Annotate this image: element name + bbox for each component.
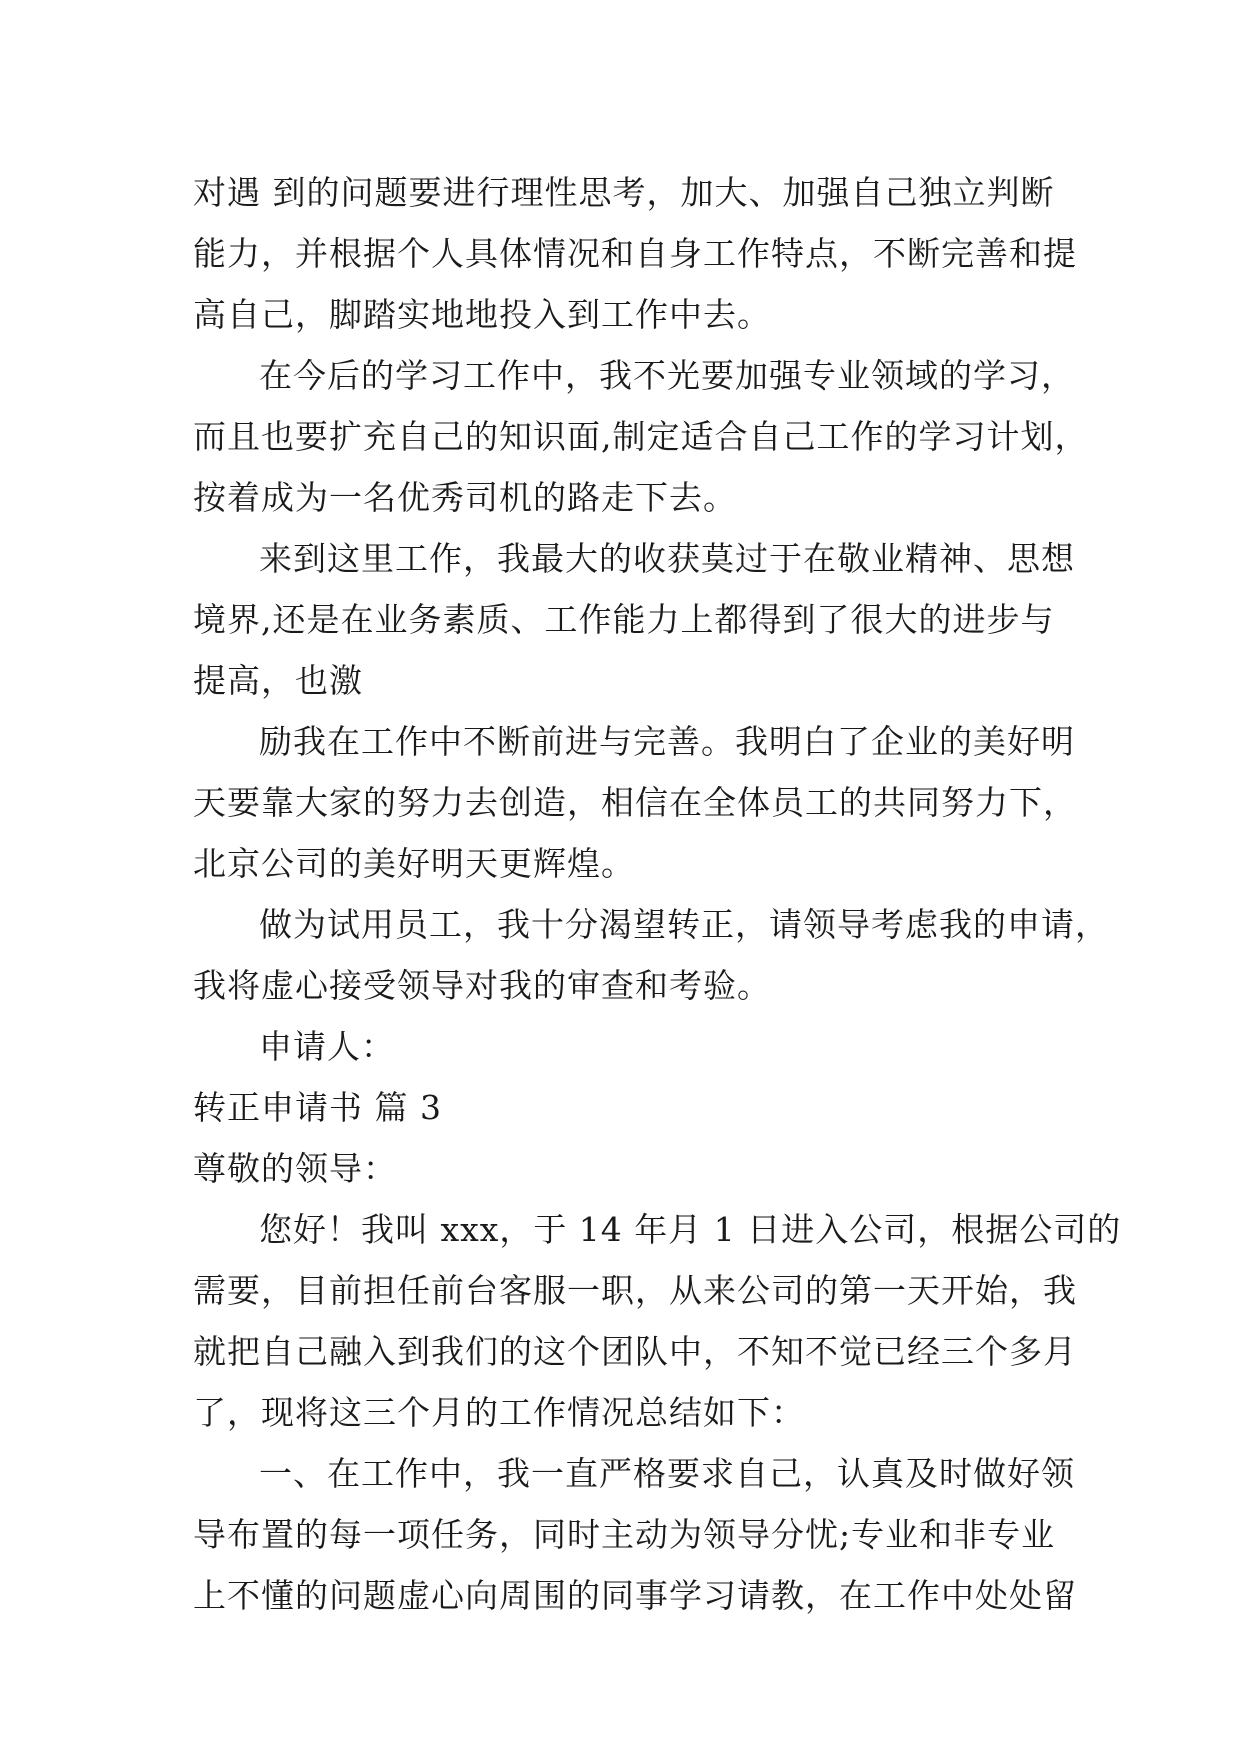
text-line: 励我在工作中不断前进与完善。我明白了企业的美好明 bbox=[259, 722, 1075, 761]
text-line: 按着成为一名优秀司机的路走下去。 bbox=[193, 478, 737, 517]
text-line: 您好！我叫 xxx，于 14 年月 1 日进入公司，根据公司的 bbox=[259, 1210, 1122, 1249]
text-line: 需要，目前担任前台客服一职，从来公司的第一天开始，我 bbox=[193, 1271, 1077, 1310]
text-line: 做为试用员工，我十分渴望转正，请领导考虑我的申请， bbox=[259, 905, 1109, 944]
text-line: 来到这里工作，我最大的收获莫过于在敬业精神、思想 bbox=[259, 539, 1075, 578]
text-line: 申请人： bbox=[259, 1027, 395, 1066]
text-line: 北京公司的美好明天更辉煌。 bbox=[193, 844, 635, 883]
text-line: 导布置的每一项任务，同时主动为领导分忧;专业和非专业 bbox=[193, 1515, 1056, 1554]
text-line: 了，现将这三个月的工作情况总结如下： bbox=[193, 1393, 805, 1432]
text-line: 提高，也激 bbox=[193, 661, 363, 700]
text-line: 高自己，脚踏实地地投入到工作中去。 bbox=[193, 295, 771, 334]
text-line: 就把自己融入到我们的这个团队中，不知不觉已经三个多月 bbox=[193, 1332, 1077, 1371]
text-line: 尊敬的领导： bbox=[193, 1149, 397, 1188]
text-line: 上不懂的问题虚心向周围的同事学习请教，在工作中处处留 bbox=[193, 1576, 1077, 1615]
text-line: 能力，并根据个人具体情况和自身工作特点，不断完善和提 bbox=[193, 234, 1077, 273]
text-line: 境界,还是在业务素质、工作能力上都得到了很大的进步与 bbox=[193, 600, 1055, 639]
text-line: 而且也要扩充自己的知识面,制定适合自己工作的学习计划， bbox=[193, 417, 1089, 456]
text-line: 天要靠大家的努力去创造，相信在全体员工的共同努力下， bbox=[193, 783, 1077, 822]
text-line: 对遇 到的问题要进行理性思考，加大、加强自己独立判断 bbox=[193, 173, 1055, 212]
text-line: 一、在工作中，我一直严格要求自己，认真及时做好领 bbox=[259, 1454, 1075, 1493]
document-body bbox=[193, 162, 1122, 1626]
text-line: 在今后的学习工作中，我不光要加强专业领域的学习， bbox=[259, 356, 1075, 395]
text-line: 我将虚心接受领导对我的审查和考验。 bbox=[193, 966, 771, 1005]
text-line: 转正申请书 篇 3 bbox=[193, 1088, 442, 1127]
